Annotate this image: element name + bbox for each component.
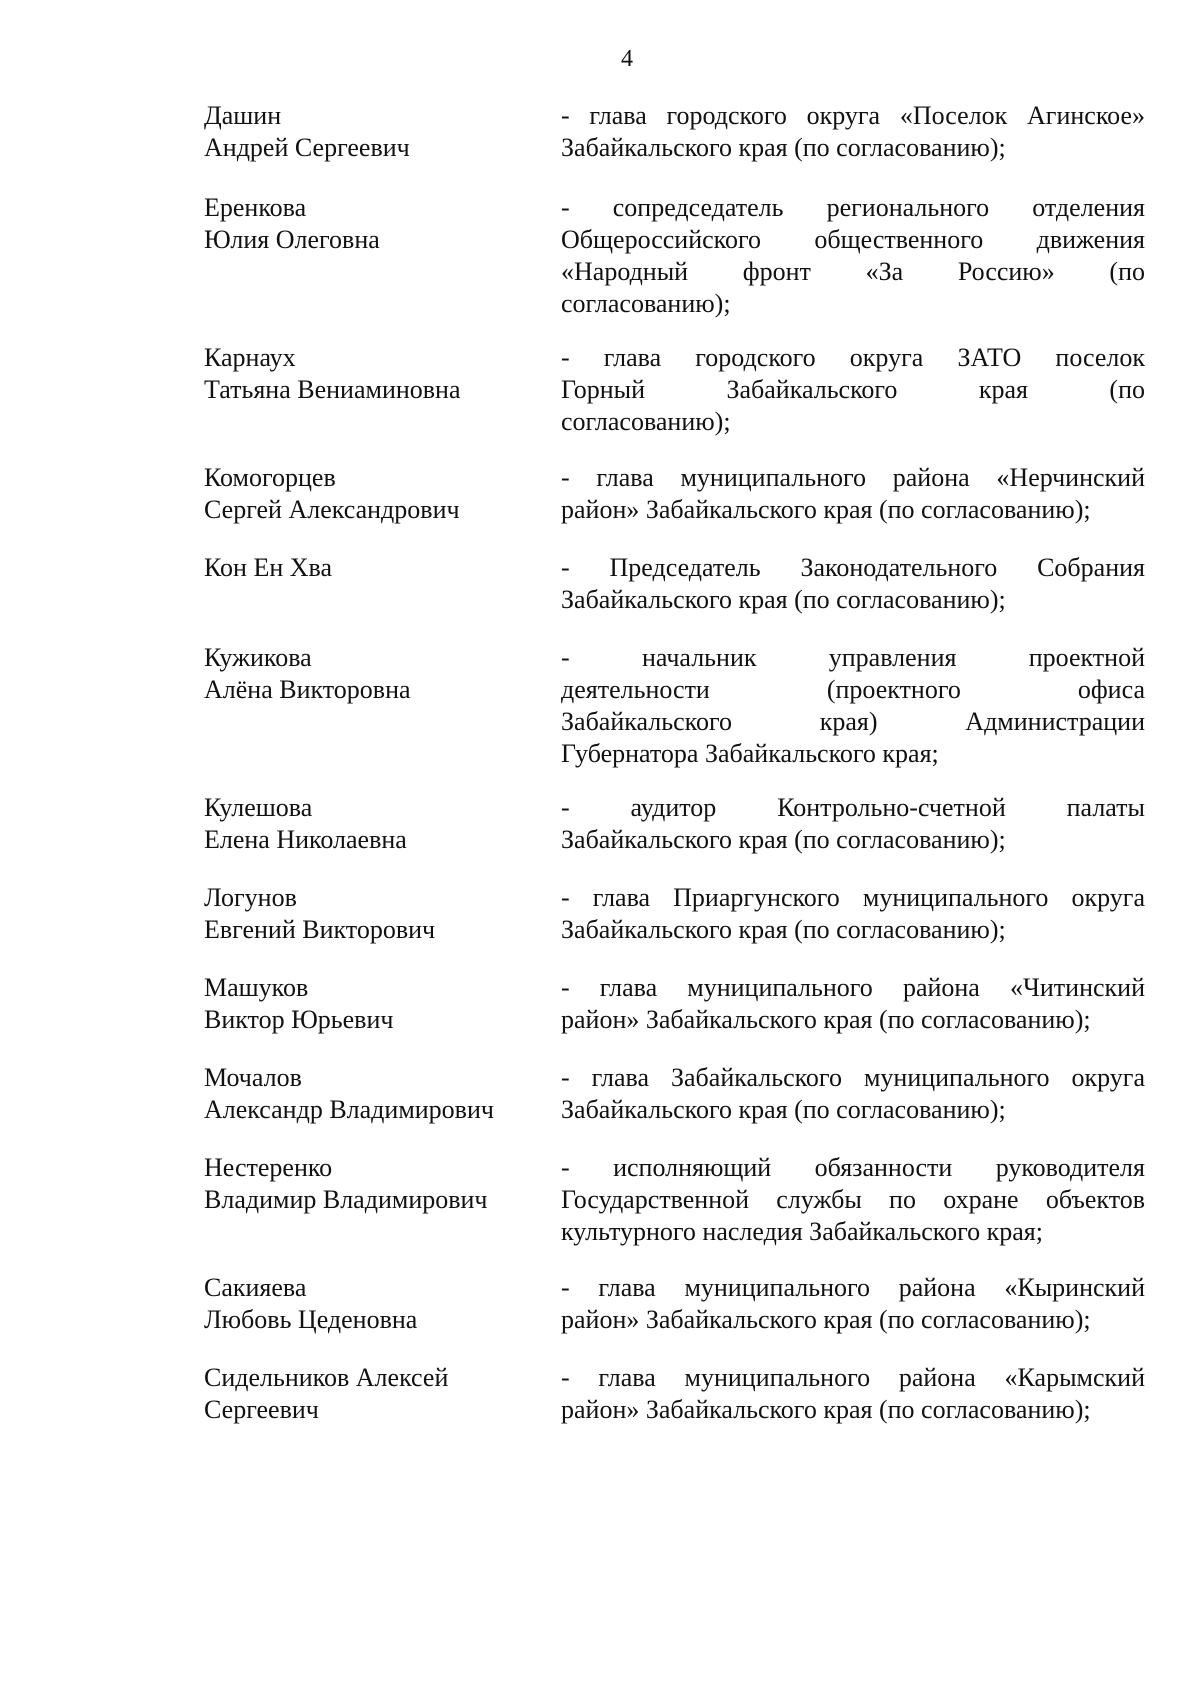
member-position-line: - аудитор Контрольно-счетной палаты xyxy=(561,793,1145,822)
member-name xyxy=(204,882,534,946)
member-name xyxy=(204,1152,534,1216)
member-name-line: Александр Владимирович xyxy=(204,1095,494,1124)
member-name xyxy=(204,1362,534,1426)
member-name-line: Сакияева xyxy=(204,1273,307,1302)
member-name xyxy=(204,792,534,856)
member-name xyxy=(204,552,534,584)
member-name-line: Сидельников Алексей xyxy=(204,1363,449,1392)
member-name xyxy=(204,192,534,256)
member-position xyxy=(561,462,1145,526)
member-position xyxy=(561,1062,1145,1126)
member-name-line: Алёна Викторовна xyxy=(204,675,411,704)
member-name-line: Кужикова xyxy=(204,643,312,672)
member-position xyxy=(561,1362,1145,1426)
member-name xyxy=(204,642,534,706)
member-position xyxy=(561,342,1145,438)
member-name-line: Машуков xyxy=(204,973,309,1002)
member-position-line: - глава Приаргунского муниципального округа xyxy=(561,883,1145,912)
member-name-line: Кон Ен Хва xyxy=(204,553,333,582)
member-name-line: Комогорцев xyxy=(204,463,336,492)
member-position-line: - глава городского округа ЗАТО поселок xyxy=(561,343,1145,372)
member-position xyxy=(561,100,1145,164)
member-position-line: район» Забайкальского края (по согласованию); xyxy=(561,1005,1091,1034)
member-position xyxy=(561,1152,1145,1248)
member-position-line: согласованию); xyxy=(561,289,731,318)
member-position-line: - глава муниципального района «Нерчинский xyxy=(561,463,1145,492)
member-position-line: Горный Забайкальского края (по xyxy=(561,375,1145,404)
member-position-line: Забайкальского края (по согласованию); xyxy=(561,1095,1006,1124)
member-name-line: Любовь Цеденовна xyxy=(204,1305,418,1334)
member-name-line: Виктор Юрьевич xyxy=(204,1005,394,1034)
member-position-line: район» Забайкальского края (по согласованию); xyxy=(561,495,1091,524)
member-name xyxy=(204,972,534,1036)
member-position xyxy=(561,192,1145,320)
member-name-line: Елена Николаевна xyxy=(204,825,407,854)
member-name-line: Нестеренко xyxy=(204,1153,333,1182)
member-name-line: Сергеевич xyxy=(204,1395,319,1424)
member-position-line: - глава муниципального района «Кыринский xyxy=(561,1273,1145,1302)
member-position xyxy=(561,552,1145,616)
member-position-line: Забайкальского края (по согласованию); xyxy=(561,825,1006,854)
member-position xyxy=(561,1272,1145,1336)
member-position-line: Губернатора Забайкальского края; xyxy=(561,739,939,768)
member-position-line: Забайкальского края (по согласованию); xyxy=(561,915,1006,944)
member-position-line: - начальник управления проектной xyxy=(561,643,1145,672)
member-position-line: - исполняющий обязанности руководителя xyxy=(561,1153,1145,1182)
member-name xyxy=(204,100,534,164)
member-position-line: - глава Забайкальского муниципального округа xyxy=(561,1063,1145,1092)
member-position-line: район» Забайкальского края (по согласованию); xyxy=(561,1305,1091,1334)
member-position-line: район» Забайкальского края (по согласованию); xyxy=(561,1395,1091,1424)
member-position xyxy=(561,792,1145,856)
member-name-line: Владимир Владимирович xyxy=(204,1185,488,1214)
member-position-line: - глава городского округа «Поселок Агинское» xyxy=(561,101,1145,130)
member-position-line: Государственной службы по охране объектов xyxy=(561,1185,1145,1214)
member-position-line: - глава муниципального района «Карымский xyxy=(561,1363,1145,1392)
member-position-line: «Народный фронт «За Россию» (по xyxy=(561,257,1145,286)
member-position xyxy=(561,642,1145,770)
member-name xyxy=(204,462,534,526)
member-position-line: Забайкальского края (по согласованию); xyxy=(561,585,1006,614)
member-name-line: Татьяна Вениаминовна xyxy=(204,375,461,404)
page-number: 4 xyxy=(621,46,633,72)
member-position-line: - Председатель Законодательного Собрания xyxy=(561,553,1145,582)
member-name-line: Евгений Викторович xyxy=(204,915,436,944)
member-position-line: - глава муниципального района «Читинский xyxy=(561,973,1145,1002)
member-name-line: Логунов xyxy=(204,883,297,912)
member-name-line: Кулешова xyxy=(204,793,313,822)
member-position-line: - сопредседатель регионального отделения xyxy=(561,193,1145,222)
member-position-line: Забайкальского края (по согласованию); xyxy=(561,133,1006,162)
member-position-line: культурного наследия Забайкальского края; xyxy=(561,1217,1043,1246)
member-name xyxy=(204,342,534,406)
member-name-line: Мочалов xyxy=(204,1063,302,1092)
member-position xyxy=(561,882,1145,946)
member-position-line: деятельности (проектного офиса xyxy=(561,675,1145,704)
member-name-line: Дашин xyxy=(204,101,282,130)
member-name-line: Сергей Александрович xyxy=(204,495,460,524)
member-position xyxy=(561,972,1145,1036)
member-name-line: Андрей Сергеевич xyxy=(204,133,410,162)
member-name-line: Еренкова xyxy=(204,193,307,222)
member-name-line: Карнаух xyxy=(204,343,296,372)
member-position-line: Забайкальского края) Администрации xyxy=(561,707,1145,736)
member-position-line: Общероссийского общественного движения xyxy=(561,225,1145,254)
member-position-line: согласованию); xyxy=(561,407,731,436)
member-name xyxy=(204,1062,534,1126)
member-name xyxy=(204,1272,534,1336)
member-name-line: Юлия Олеговна xyxy=(204,225,380,254)
